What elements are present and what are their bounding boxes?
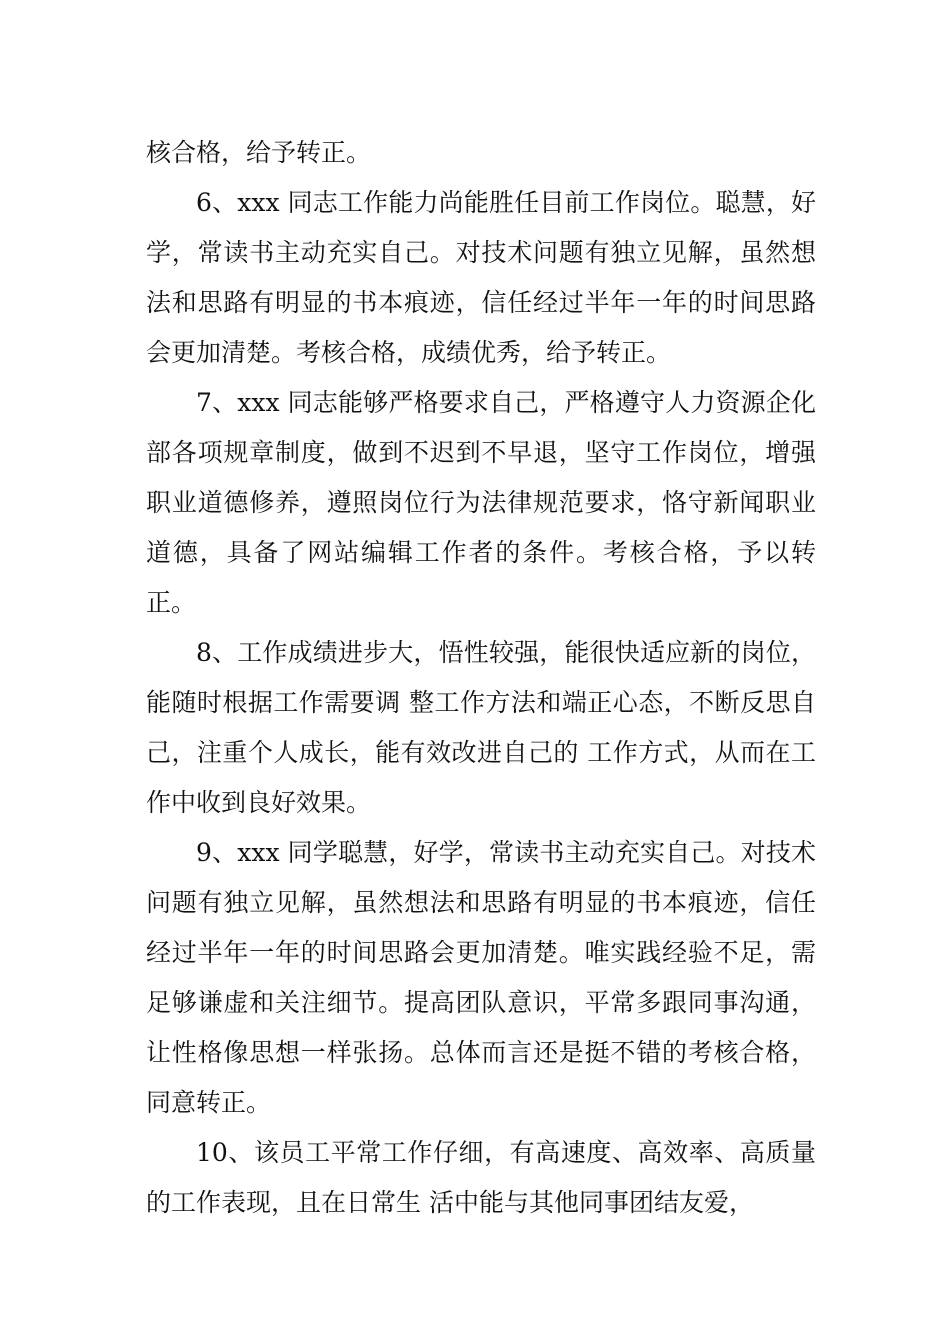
paragraph-7: 7、xxx 同志能够严格要求自己，严格遵守人力资源企化部各项规章制度，做到不迟到不早退，坚守工作岗位，增强职业道德修养，遵照岗位行为法律规范要求，恪守新闻职业道德，具备了网站编辑工作者的条件。考核合格，予以转正。 (146, 388, 816, 617)
paragraph-6: 6、xxx 同志工作能力尚能胜任目前工作岗位。聪慧，好学，常读书主动充实自己。对技术问题有独立见解，虽然想法和思路有明显的书本痕迹，信任经过半年一年的时间思路会更加清楚。考核合格，成绩优秀，给予转正。 (146, 188, 816, 367)
document-body (146, 128, 816, 1228)
paragraph-8: 8、工作成绩进步大，悟性较强，能很快适应新的岗位，能随时根据工作需要调 整工作方法和端正心态，不断反思自己，注重个人成长，能有效改进自己的 工作方式，从而在工作中收到良好效果。 (146, 638, 816, 817)
paragraph-9: 9、xxx 同学聪慧，好学，常读书主动充实自己。对技术问题有独立见解，虽然想法和思路有明显的书本痕迹，信任经过半年一年的时间思路会更加清楚。唯实践经验不足，需足够谦虚和关注细节。提高团队意识，平常多跟同事沟通，让性格像思想一样张扬。总体而言还是挺不错的考核合格，同意转正。 (146, 838, 816, 1117)
paragraph-5-continuation: 核合格，给予转正。 (146, 138, 372, 167)
paragraph-10: 10、该员工平常工作仔细，有高速度、高效率、高质量的工作表现，且在日常生 活中能与其他同事团结友爱， (146, 1138, 816, 1217)
